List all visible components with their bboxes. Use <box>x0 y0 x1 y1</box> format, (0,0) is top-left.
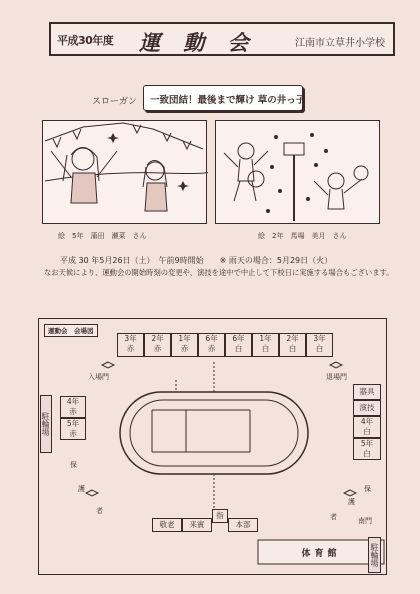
page-title: 運 動 会 <box>139 30 257 55</box>
seat-block: 5年 赤 <box>60 418 86 440</box>
school-name: 江南市立草井小学校 <box>295 38 385 49</box>
gymnasium: 体育館 <box>301 549 341 559</box>
guardian-label-right-2: 護 <box>348 498 355 506</box>
parking-left: 駐輪場 <box>40 395 52 453</box>
slogan-text: 一致団結！最後まで輝け 草の井っ子 <box>150 95 306 106</box>
seat-block: 4年 白 <box>353 416 381 438</box>
seat-block: 2年 赤 <box>144 333 171 357</box>
drawing-2-caption: 絵 2年 馬場 美月 さん <box>258 232 347 240</box>
tent-headquarters: 本部 <box>228 518 258 532</box>
parking-right: 駐輪場 <box>368 537 381 573</box>
performance-area: 演技 <box>353 400 381 416</box>
south-gate: 南門 <box>358 517 372 525</box>
tent-elderly: 敬老 <box>152 518 182 532</box>
bottom-tents <box>152 511 258 532</box>
drawing-1-caption: 絵 5年 蒲田 瀬菜 さん <box>58 232 147 240</box>
seat-block: 6年 白 <box>225 333 252 357</box>
tent-command: 指 <box>212 509 228 523</box>
guardian-label-right-3: 者 <box>330 513 337 521</box>
guardian-label-left-1: 保 <box>70 461 77 469</box>
slogan-label: スローガン <box>92 97 137 107</box>
seat-block: 1年 白 <box>252 333 279 357</box>
map-label: 運動会 会場図 <box>44 324 98 337</box>
event-date-line: 平成 30 年5月26日（土） 午前9時開始 ※ 雨天の場合：5月29日（火） <box>60 256 333 265</box>
seat-block: 3年 白 <box>306 333 333 357</box>
equipment-area: 器具 <box>353 384 381 400</box>
seat-block: 4年 赤 <box>60 396 86 418</box>
entrance-gate: 入場門 <box>88 373 109 381</box>
seat-block: 3年 赤 <box>117 333 144 357</box>
seat-block: 5年 白 <box>353 438 381 460</box>
seat-block: 2年 白 <box>279 333 306 357</box>
seat-block: 1年 赤 <box>171 333 198 357</box>
year-label: 平成30年度 <box>57 34 114 47</box>
tent-guests: 来賓 <box>182 518 212 532</box>
guardian-label-left-3: 者 <box>96 507 103 515</box>
guardian-label-left-2: 護 <box>78 485 85 493</box>
weather-notice: なお天候により、運動会の開始時刻の変更や、演技を途中で中止して下校日に実施する場合もございます。 <box>44 268 394 277</box>
guardian-label-right-1: 保 <box>364 485 371 493</box>
exit-gate: 退場門 <box>326 373 347 381</box>
seat-block: 6年 赤 <box>198 333 225 357</box>
